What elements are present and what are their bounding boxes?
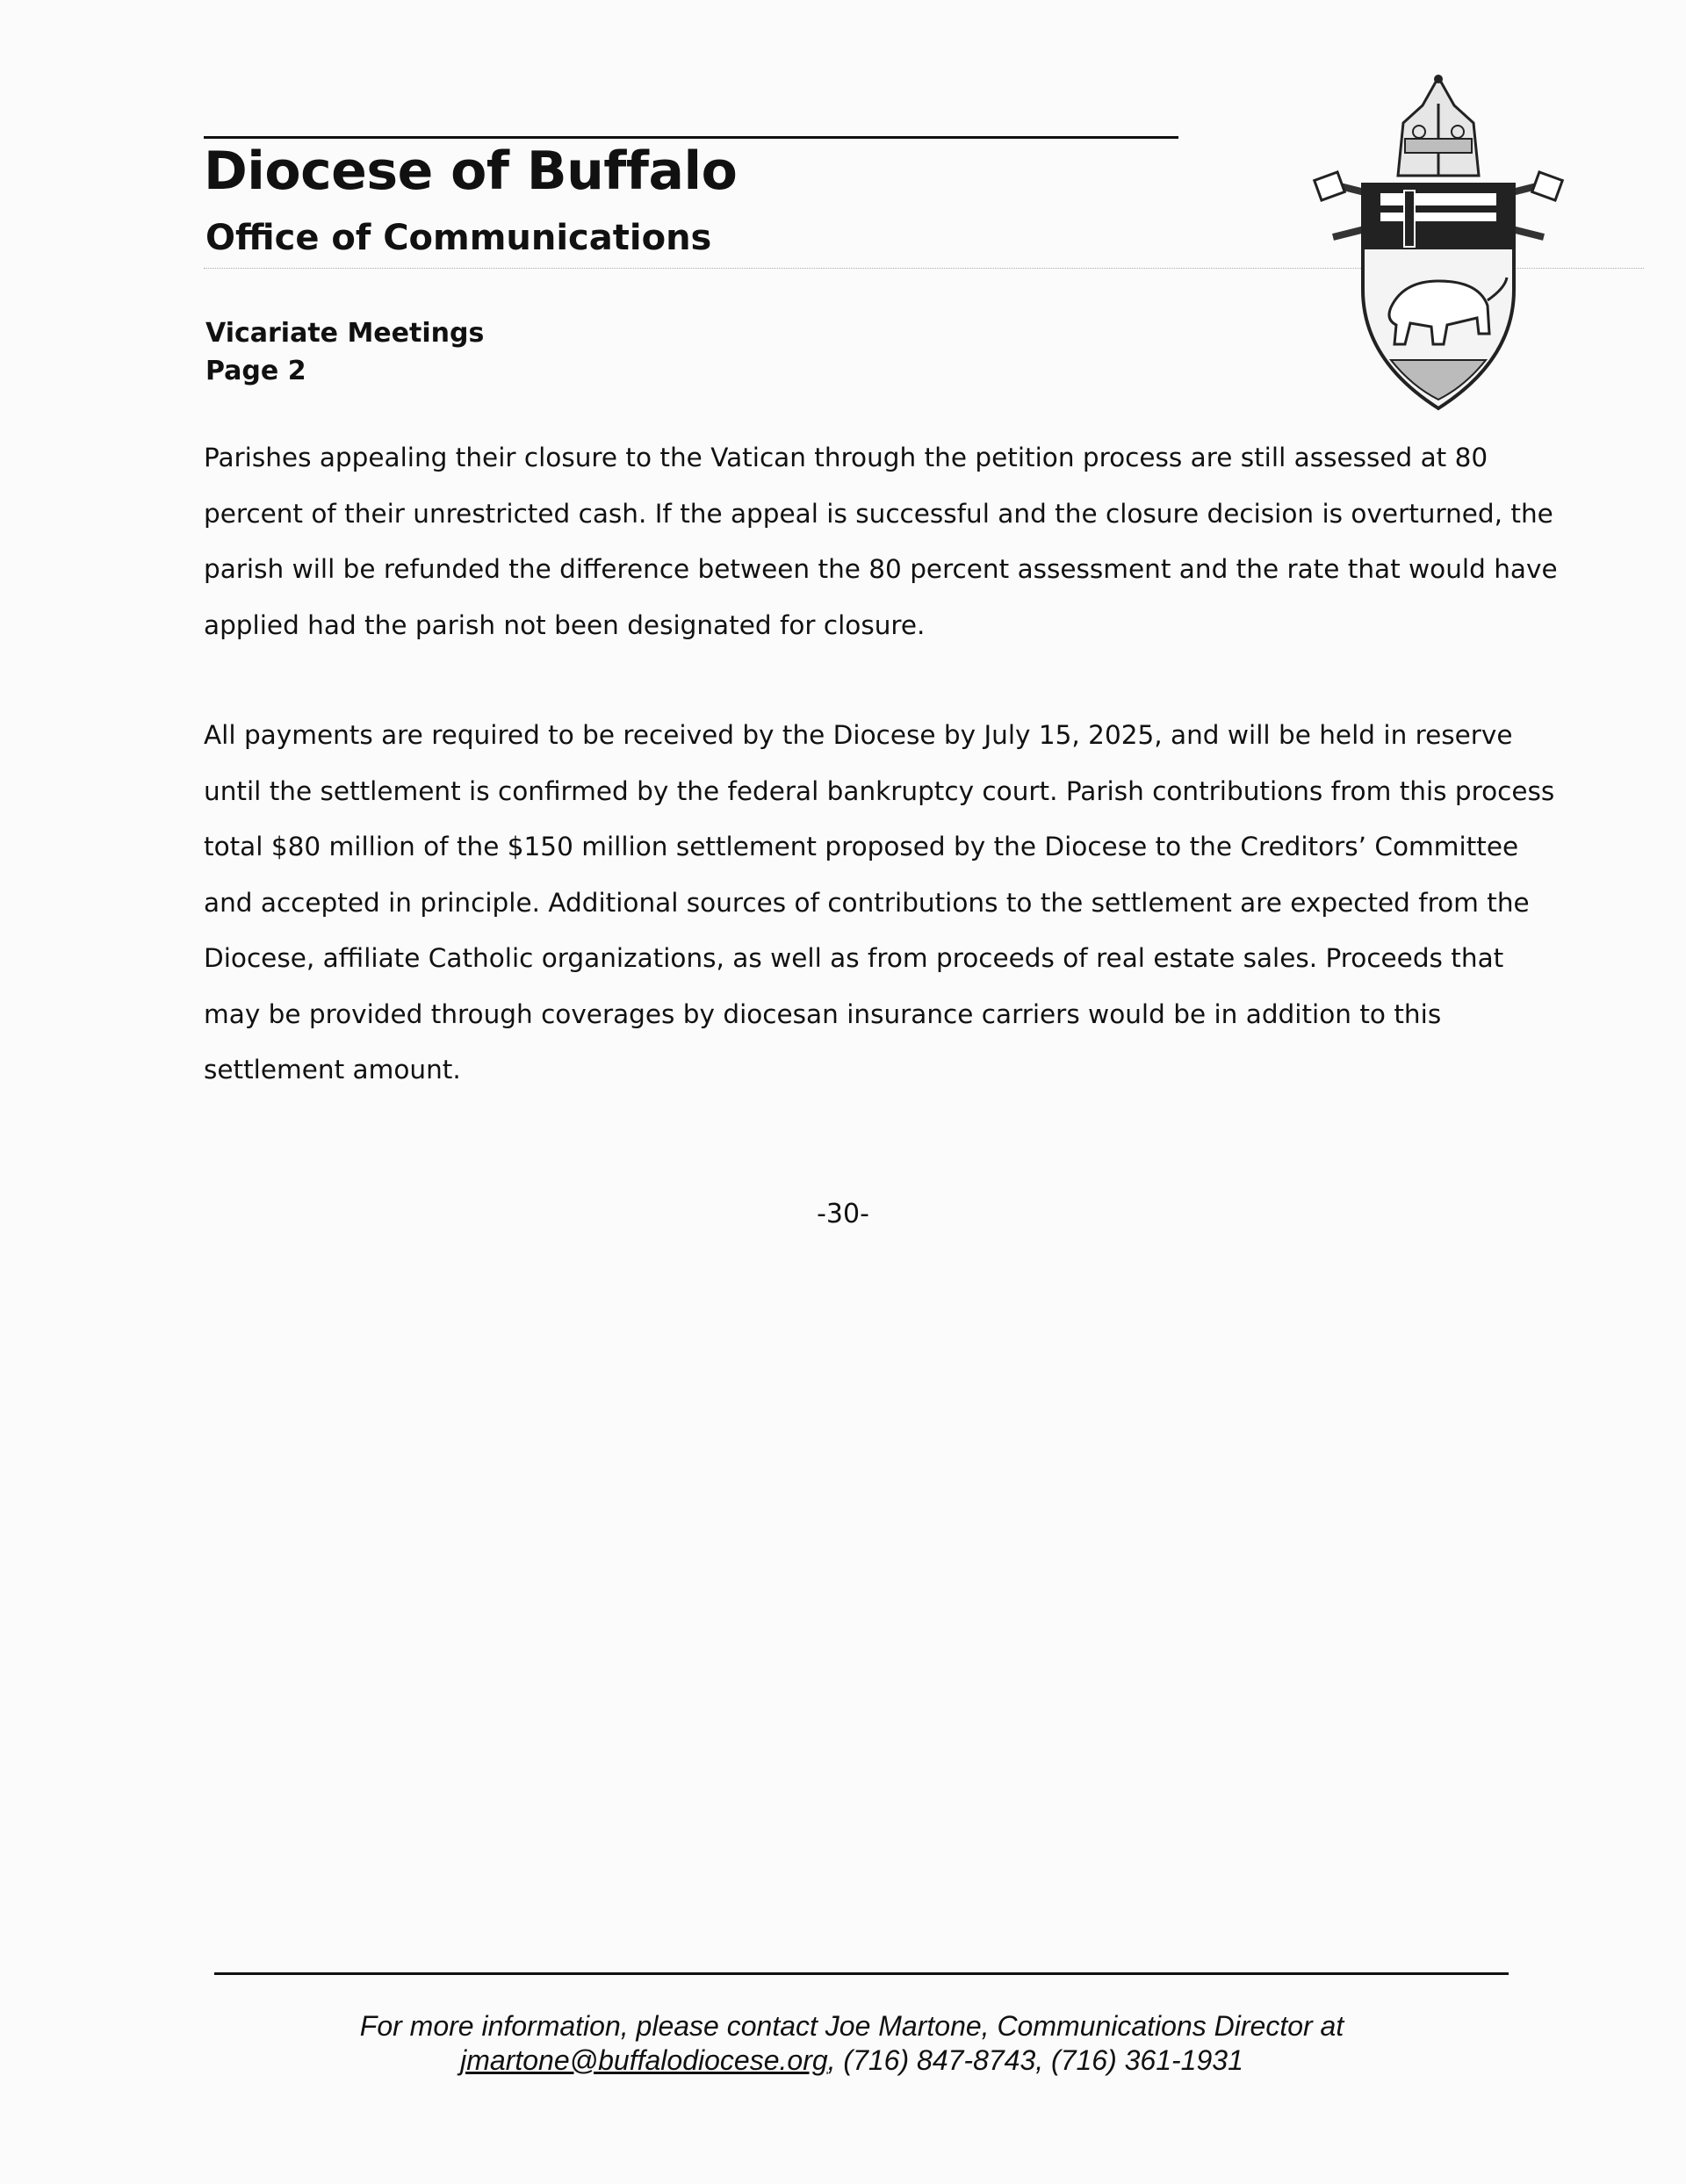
footer-contact-line: For more information, please contact Joe Martone, Communications Director at (359, 2010, 1344, 2042)
office-subtitle: Office of Communications (205, 218, 712, 258)
end-of-release-mark: -30- (817, 1199, 869, 1229)
document-heading: Vicariate Meetings (205, 318, 485, 349)
footer-rule (214, 1972, 1509, 1975)
paragraph-2 (204, 708, 1555, 1099)
paragraph-line: All payments are required to be received by the Diocese by July 15, 2025, and will be held in reserve (204, 720, 1513, 750)
contact-footer (0, 2009, 1686, 2078)
paragraph-line: until the settlement is confirmed by the federal bankruptcy court. Parish contributions from this process (204, 775, 1555, 806)
paragraph-line: applied had the parish not been designated for closure. (204, 609, 926, 640)
paragraph-line: Diocese, affiliate Catholic organizations, as well as from proceeds of real estate sales. Proceeds that (204, 943, 1504, 973)
page-title: Diocese of Buffalo (204, 141, 738, 202)
paragraph-line: may be provided through coverages by diocesan insurance carriers would be in addition to this (204, 998, 1442, 1029)
paragraph-line: total $80 million of the $150 million settlement proposed by the Diocese to the Creditors’ Committee (204, 832, 1519, 861)
paragraph-line: and accepted in principle. Additional sources of contributions to the settlement are expected from the (204, 887, 1530, 918)
paragraph-line: percent of their unrestricted cash. If the appeal is successful and the closure decision is overturned, the (204, 498, 1553, 529)
page-number-label: Page 2 (205, 356, 306, 386)
paragraph-line: settlement amount. (204, 1055, 461, 1085)
contact-phones: , (716) 847-8743, (716) 361-1931 (827, 2044, 1243, 2076)
paragraph-line: Parishes appealing their closure to the Vatican through the petition process are still assessed at 80 (204, 443, 1488, 472)
diocese-coat-of-arms-icon (1307, 70, 1570, 417)
footer-contact-details (0, 2043, 1686, 2078)
paragraph-line: parish will be refunded the difference between the 80 percent assessment and the rate that would have (204, 554, 1558, 584)
paragraph-1 (204, 430, 1558, 653)
contact-email-link[interactable]: jmartone@buffalodiocese.org (460, 2044, 828, 2076)
header-top-rule (204, 136, 1178, 139)
document-heading-block (205, 314, 484, 390)
